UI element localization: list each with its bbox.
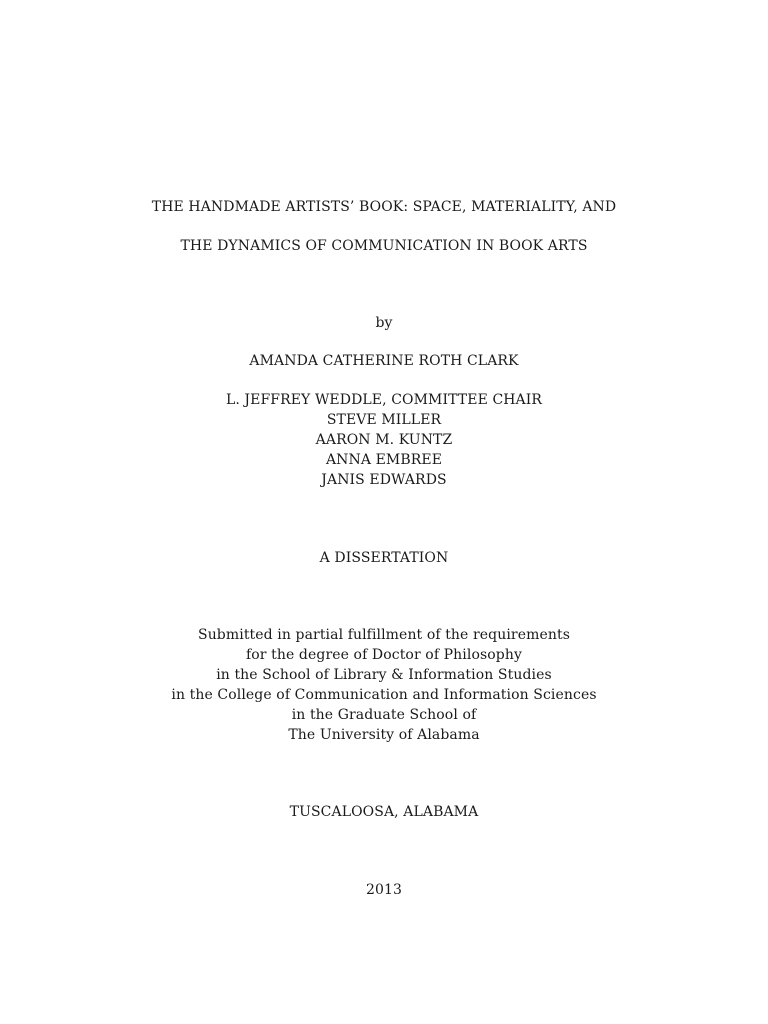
by-label: by [375,315,393,331]
title-line-1: THE HANDMADE ARTISTS’ BOOK: SPACE, MATERIALITY, AND [151,199,617,215]
submission-line: Submitted in partial fulfillment of the requirements [198,627,570,643]
submission-line: in the Graduate School of [291,707,477,723]
submission-line: in the School of Library & Information Studies [216,667,552,683]
title-line-2: THE DYNAMICS OF COMMUNICATION IN BOOK ARTS [180,238,588,254]
committee-member: ANNA EMBREE [325,452,443,468]
place: TUSCALOOSA, ALABAMA [289,804,479,820]
author-name: AMANDA CATHERINE ROTH CLARK [249,353,519,369]
committee-member: STEVE MILLER [326,412,442,428]
submission-line: The University of Alabama [288,727,480,743]
submission-line: in the College of Communication and Information Sciences [171,687,597,703]
committee-member: JANIS EDWARDS [321,472,447,488]
committee-member: AARON M. KUNTZ [315,432,453,448]
document-type: A DISSERTATION [319,550,449,566]
committee-member: L. JEFFREY WEDDLE, COMMITTEE CHAIR [225,392,543,408]
submission-line: for the degree of Doctor of Philosophy [246,647,522,663]
year: 2013 [365,882,403,898]
